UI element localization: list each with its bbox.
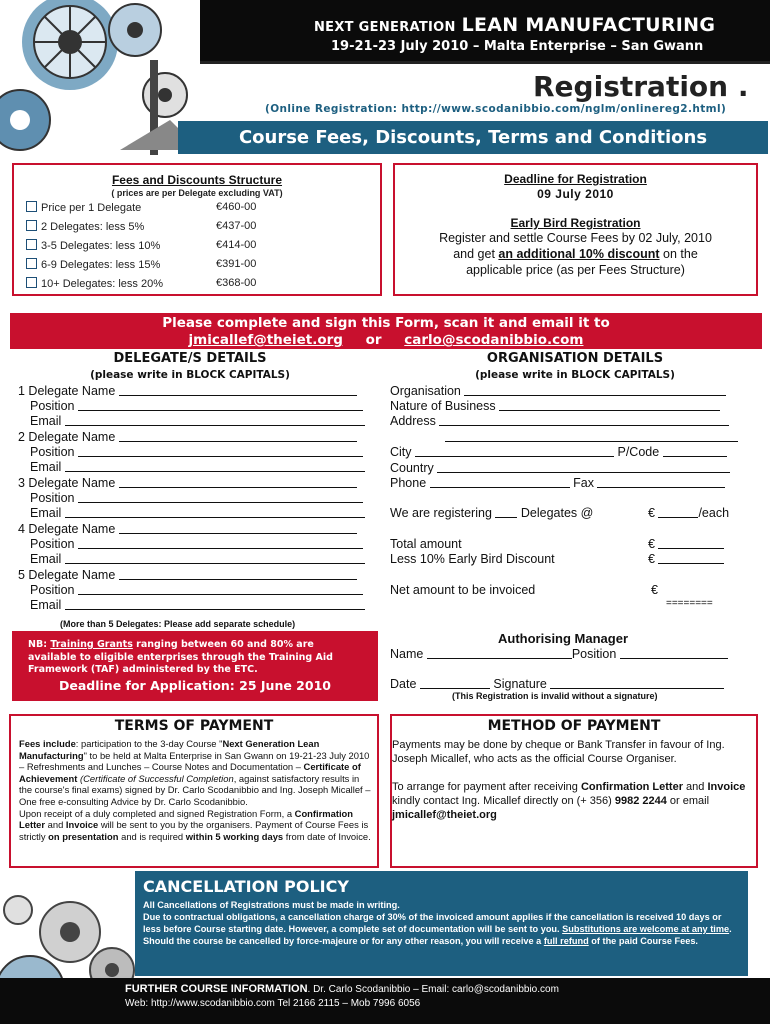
net-amount-label: Net amount to be invoiced <box>390 583 536 597</box>
delegate-2-name-field[interactable]: 2 Delegate Name <box>18 430 357 444</box>
early-bird-line1: Register and settle Course Fees by 02 July, 2010 <box>439 231 712 245</box>
fee-row[interactable]: 3-5 Delegates: less 10% €414-00 <box>26 239 366 252</box>
method-title: METHOD OF PAYMENT <box>487 718 661 734</box>
fee-row[interactable]: 2 Delegates: less 5% €437-00 <box>26 220 366 233</box>
delegate-1-position-field[interactable]: Position <box>30 399 363 413</box>
more-delegates-note: (More than 5 Delegates: Please add separate schedule) <box>60 619 296 629</box>
city-field[interactable]: City P/Code <box>390 445 727 459</box>
authorising-manager-title: Authorising Manager <box>498 631 629 646</box>
page-title: Registration . <box>533 70 749 103</box>
footer: FURTHER COURSE INFORMATION. Dr. Carlo Scodanibbio – Email: carlo@scodanibbio.com Web: http://www.scodanibbio.com Tel 2166 2115 – Mob 7996 6056 <box>0 978 770 1024</box>
cancellation-text: All Cancellations of Registrations must be made in writing. Due to contractual obligations, a cancellation charge of 30% of the invoiced amount applies if the cancellation is received 10 days or less before Course starting date. However, a complete set of documentation will be sent to you. Substitutions are welcome at any time. Should the course be cancelled by force-majeure or for any other reason, you will receive a full refund of the paid Course Fees. <box>143 900 732 946</box>
early-bird-line3: applicable price (as per Fees Structure) <box>466 263 685 277</box>
fee-row[interactable]: 10+ Delegates: less 20% €368-00 <box>26 277 366 290</box>
delegate-3-name-field[interactable]: 3 Delegate Name <box>18 476 357 490</box>
nature-of-business-field[interactable]: Nature of Business <box>390 399 720 413</box>
deadline-date: 09 July 2010 <box>537 187 614 201</box>
total-amount-field[interactable]: € <box>648 537 724 551</box>
fee-row[interactable]: Price per 1 Delegate €460-00 <box>26 201 366 214</box>
training-grants-box: NB: Training Grants ranging between 60 and 80% are available to eligible enterprises through the Training Aid Framework (TAF) administered by the ETC. Deadline for Application: 25 June 2010 <box>12 631 378 701</box>
delegate-3-position-field[interactable]: Position <box>30 491 363 505</box>
phone-field[interactable]: Phone Fax <box>390 476 725 490</box>
checkbox-icon[interactable] <box>26 239 37 250</box>
delegate-5-email-field[interactable]: Email <box>30 598 365 612</box>
deadline-title: Deadline for Registration <box>504 172 647 186</box>
checkbox-icon[interactable] <box>26 220 37 231</box>
checkbox-icon[interactable] <box>26 277 37 288</box>
checkbox-icon[interactable] <box>26 258 37 269</box>
delegates-title: DELEGATE/S DETAILS <box>113 351 267 366</box>
early-bird-line2: and get an additional 10% discount on the <box>453 247 698 261</box>
registering-delegates-field[interactable]: We are registering Delegates @ <box>390 506 594 520</box>
delegate-2-email-field[interactable]: Email <box>30 460 365 474</box>
delegate-4-name-field[interactable]: 4 Delegate Name <box>18 522 357 536</box>
course-title: NEXT GENERATION LEAN MANUFACTURING <box>314 14 716 36</box>
date-signature-field[interactable]: Date Signature <box>390 677 724 691</box>
fees-subtitle: ( prices are per Delegate excluding VAT) <box>111 188 283 198</box>
email-link-1[interactable]: jmicallef@theiet.org <box>188 332 343 348</box>
cancellation-title: CANCELLATION POLICY <box>143 877 349 896</box>
footer-contact: Web: http://www.scodanibbio.com Tel 2166 2115 – Mob 7996 6056 <box>125 998 421 1009</box>
fees-banner: Course Fees, Discounts, Terms and Conditions <box>178 121 768 154</box>
grant-deadline: Deadline for Application: 25 June 2010 <box>59 677 331 693</box>
delegates-subtitle: (please write in BLOCK CAPITALS) <box>90 369 290 381</box>
fees-title: Fees and Discounts Structure <box>111 173 283 187</box>
net-amount-field[interactable]: € <box>651 583 658 597</box>
signature-note: (This Registration is invalid without a signature) <box>452 691 658 701</box>
title-banner <box>200 0 770 64</box>
delegate-4-email-field[interactable]: Email <box>30 552 365 566</box>
address-line-2[interactable] <box>445 430 738 444</box>
total-amount-label: Total amount <box>390 537 462 551</box>
terms-text: Fees include: participation to the 3-day Course "Next Generation Lean Manufacturing" to be held at Malta Enterprise in San Gwann on 19-21-23 July 2010 – Refreshments and Lunches – Course Notes and Documentation – Certificate of Achievement (Certificate of Successful Completion, against satisfactory results in the course's final exams) signed by Dr. Carlo Scodanibbio and Ing. Joseph Micallef – One free e-consulting Advice by Dr. Carlo Scodanibbio. Upon receipt of a duly completed and signed Registration Form, a Confirmation Letter and Invoice will be sent to you by the organisers. Payment of Course Fees is strictly on presentation and is required within 5 working days from date of Invoice. <box>19 738 371 842</box>
organisation-field[interactable]: Organisation <box>390 384 726 398</box>
terms-of-payment-box <box>9 714 379 868</box>
cancellation-policy-box <box>135 871 748 976</box>
manager-name-field[interactable]: Name Position <box>390 647 728 661</box>
gear-cluster-icon <box>0 0 200 160</box>
double-underline: ======== <box>666 598 713 609</box>
delegate-4-position-field[interactable]: Position <box>30 537 363 551</box>
checkbox-icon[interactable] <box>26 201 37 212</box>
delegate-5-name-field[interactable]: 5 Delegate Name <box>18 568 357 582</box>
method-text: Payments may be done by cheque or Bank Transfer in favour of Ing. Joseph Micallef, who acts as the official Course Organiser. To arrange for payment after receiving Confirmation Letter and Invoice kindly contact Ing. Micallef directly on (+ 356) 9982 2244 or email jmicallef@theiet.org <box>392 739 746 821</box>
delegate-3-email-field[interactable]: Email <box>30 506 365 520</box>
delegate-1-name-field[interactable]: 1 Delegate Name <box>18 384 357 398</box>
form-instructions-banner: Please complete and sign this Form, scan it and email it to jmicallef@theiet.org or carlo@scodanibbio.com <box>10 313 762 349</box>
organisation-title: ORGANISATION DETAILS <box>486 351 664 366</box>
early-bird-title: Early Bird Registration <box>510 216 641 230</box>
delegate-2-position-field[interactable]: Position <box>30 445 363 459</box>
organisation-subtitle: (please write in BLOCK CAPITALS) <box>475 369 675 381</box>
discount-label: Less 10% Early Bird Discount <box>390 552 555 566</box>
fee-row[interactable]: 6-9 Delegates: less 15% €391-00 <box>26 258 366 271</box>
delegate-5-position-field[interactable]: Position <box>30 583 363 597</box>
terms-title: TERMS OF PAYMENT <box>114 718 274 734</box>
email-link-2[interactable]: carlo@scodanibbio.com <box>404 332 584 348</box>
discount-field[interactable]: € <box>648 552 724 566</box>
online-registration-link[interactable]: (Online Registration: http://www.scodanibbio.com/nglm/onlinereg2.html) <box>265 103 727 115</box>
delegate-1-email-field[interactable]: Email <box>30 414 365 428</box>
price-each-field[interactable]: € /each <box>648 506 730 520</box>
deadline-box <box>393 163 758 296</box>
address-field[interactable]: Address <box>390 414 729 428</box>
country-field[interactable]: Country <box>390 461 730 475</box>
method-of-payment-box <box>390 714 758 868</box>
course-dates: 19-21-23 July 2010 – Malta Enterprise – San Gwann <box>331 39 704 54</box>
fees-structure-box <box>12 163 382 296</box>
